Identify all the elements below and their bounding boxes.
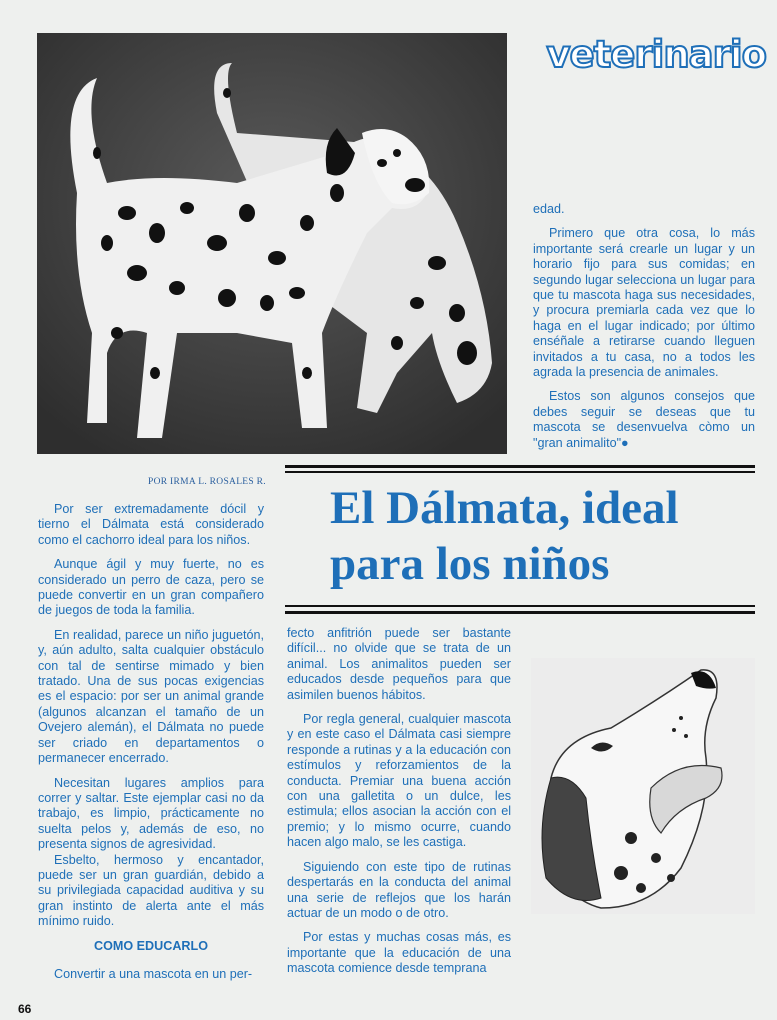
paragraph: Por ser extremadamente dócil y tierno el Dálmata está considerado como el cachorro ideal para los niños. (38, 502, 264, 547)
paragraph: Por estas y muchas cosas más, es importante que la educación de una mascota comience desde temprana (287, 930, 511, 976)
paragraph: Primero que otra cosa, lo más importante será crearle un lugar y un horario fijo para sus comidas; en segundo lugar selecciona un lugar para que tu mascota haga sus necesidades, y procura premiarla cada vez que lo haga en el lugar indicado; por último enséñale a retirarse cuando lleguen invitados a tu casa, no a todos les agrada la presencia de animales. (533, 226, 755, 380)
rule-bottom-thin (285, 605, 755, 607)
headline-line-1: El Dálmata, ideal (330, 482, 679, 534)
subheading: COMO EDUCARLO (93, 938, 209, 953)
byline: POR IRMA L. ROSALES R. (148, 477, 266, 487)
paragraph: Siguiendo con este tipo de rutinas despertarás en la conducta del animal una serie de reflejos que los harán actuar de un modo o de otro. (287, 859, 511, 920)
section-title: veterinario (546, 33, 766, 76)
paragraph: Estos son algunos consejos que debes seguir se deseas que tu mascota se desenvuelva còmo un "gran animalito"● (533, 389, 755, 450)
rule-top (285, 465, 755, 468)
headline-line-2: para los niños (330, 538, 610, 590)
paragraph: Necesitan lugares amplios para correr y saltar. Este ejemplar casi no da trabajo, es limpio, prácticamente no suelta pelos y, además de eso, no presenta signos de agresividad. (38, 775, 264, 852)
page-number: 66 (18, 1002, 32, 1016)
dalmatians-photo (37, 33, 507, 454)
article-column-left (38, 502, 264, 991)
rule-bottom (285, 611, 755, 614)
paragraph: edad. (533, 202, 565, 216)
paragraph: fecto anfitrión puede ser bastante difícil... no olvide que se trata de un animal. Los animalitos pueden ser educados desde pequeños para que asimilen buenos hábitos. (287, 626, 511, 702)
article-column-right (533, 202, 755, 460)
paragraph: Aunque ágil y muy fuerte, no es considerado un perro de caza, pero se puede convertir en un gran compañero de juegos de toda la familia. (38, 557, 264, 618)
paragraph: En realidad, parece un niño juguetón, y, aún adulto, salta cualquier obstáculo con tal de sentirse mimado y bien tratado. Una de sus pocas exigencias es el espacio: por ser un animal grande (algunos alcanzan el tamaño de un Ovejero alemán), el Dálmata no puede ser criado en departamentos o permanecer encerrado. (38, 627, 264, 766)
paragraph: Convertir a una mascota en un per- (54, 966, 253, 981)
paragraph: Esbelto, hermoso y encantador, puede ser un gran guardián, debido a su privilegiada capacidad auditiva y su gran instinto de alerta ante el más mínimo ruido. (38, 852, 264, 929)
article-column-middle (287, 626, 511, 986)
rule-top-thin (285, 471, 755, 473)
dalmatian-sketch (531, 658, 755, 914)
paragraph: Por regla general, cualquier mascota y en este caso el Dálmata casi siempre responde a rutinas y a la educación con estímulos y reforzamientos de la conducta. Premiar una buena acción con una galletita o un dulce, les estimula; ellos asocian la acción con el premio; y lo mismo ocurre, cuando hacen algo malo, se les castiga. (287, 712, 511, 850)
headline (330, 480, 679, 592)
